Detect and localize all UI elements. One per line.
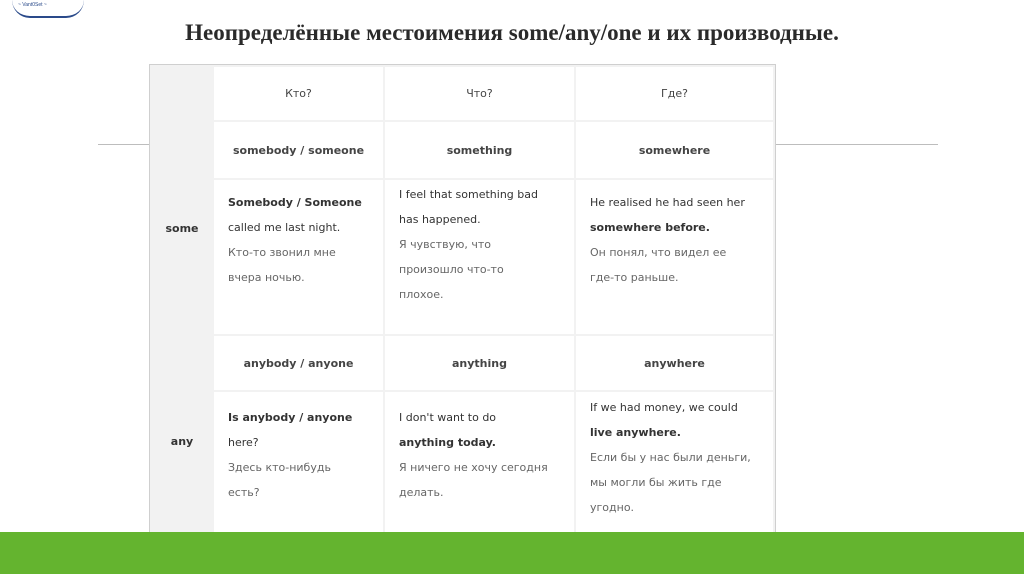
example-anything [385, 392, 574, 547]
row-label-some: some [152, 122, 212, 334]
example-ru-line: плохое. [399, 288, 444, 301]
pronoun-table [149, 64, 776, 550]
slide-title: Неопределённые местоимения some/any/one и их производные. [185, 20, 839, 45]
word-somebody: somebody / someone [214, 122, 383, 178]
table-corner [152, 67, 212, 120]
footer-bar [0, 532, 1024, 574]
example-ru-line: делать. [399, 486, 444, 499]
example-en-line: has happened. [399, 213, 481, 226]
col-header-where: Где? [576, 67, 773, 120]
example-ru-line: Кто-то звонил мне [228, 246, 336, 259]
example-en-line: somewhere before. [590, 221, 710, 234]
example-ru-line: Я ничего не хочу сегодня [399, 461, 548, 474]
example-ru-line: Если бы у нас были деньги, [590, 451, 751, 464]
example-somebody [214, 180, 383, 334]
divider-left [98, 144, 150, 145]
word-anybody: anybody / anyone [214, 336, 383, 390]
example-somewhere [576, 180, 773, 334]
divider-right [776, 144, 938, 145]
word-anything: anything [385, 336, 574, 390]
word-something: something [385, 122, 574, 178]
example-anywhere [576, 392, 773, 547]
example-ru-line: где-то раньше. [590, 271, 679, 284]
example-en-line: He realised he had seen her [590, 196, 745, 209]
example-en-line: called me last night. [228, 221, 341, 234]
example-en-line: Somebody / Someone [228, 196, 362, 209]
logo-text: ~ Vant0Set ~ [18, 2, 47, 8]
example-en-line: here? [228, 436, 259, 449]
example-en-line: Is anybody / anyone [228, 411, 353, 424]
example-en-line: live anywhere. [590, 426, 681, 439]
example-ru-line: Здесь кто-нибудь [228, 461, 331, 474]
example-anybody [214, 392, 383, 547]
example-something [385, 180, 574, 334]
example-ru-line: произошло что-то [399, 263, 504, 276]
example-en-line: I feel that something bad [399, 188, 538, 201]
example-ru-line: мы могли бы жить где [590, 476, 722, 489]
row-label-any: any [152, 336, 212, 547]
example-en-line: I don't want to do [399, 411, 497, 424]
col-header-who: Кто? [214, 67, 383, 120]
word-anywhere: anywhere [576, 336, 773, 390]
example-ru-line: есть? [228, 486, 260, 499]
example-ru-line: вчера ночью. [228, 271, 305, 284]
example-ru-line: Я чувствую, что [399, 238, 491, 251]
example-ru-line: угодно. [590, 501, 635, 514]
word-somewhere: somewhere [576, 122, 773, 178]
col-header-what: Что? [385, 67, 574, 120]
logo [12, 0, 84, 18]
example-ru-line: Он понял, что видел ее [590, 246, 727, 259]
example-en-line: If we had money, we could [590, 401, 738, 414]
example-en-line: anything today. [399, 436, 496, 449]
